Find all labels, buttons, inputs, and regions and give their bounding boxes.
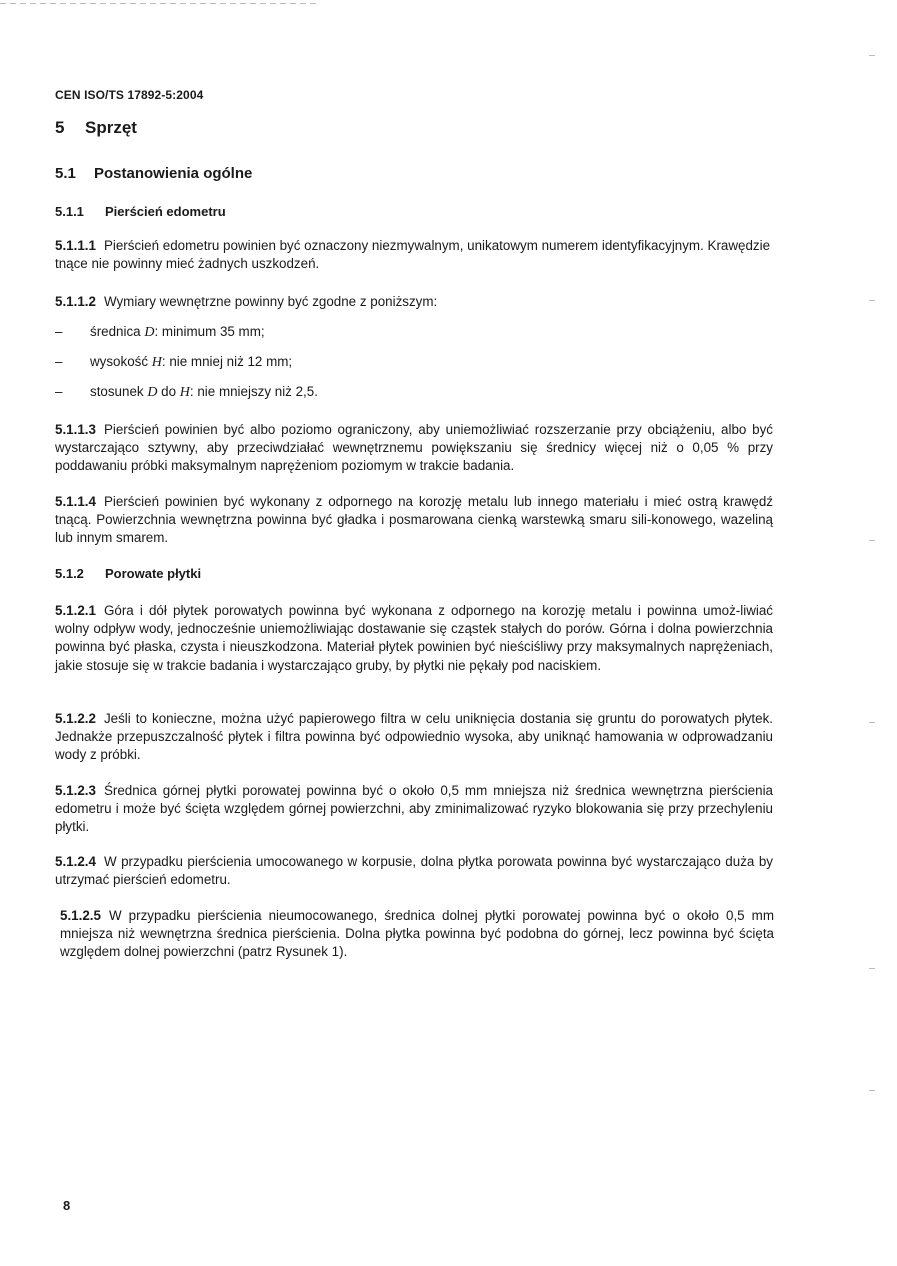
paragraph-5-1-1-1 — [55, 237, 773, 273]
paragraph-5-1-2-5 — [60, 907, 774, 962]
subsection-heading — [55, 165, 252, 182]
paragraph-text: Średnica górnej płytki porowatej powinna być o około 0,5 mm mniejsza niż średnica wewnętrzna pierścienia edometru i może być ścięta względem górnej powierzchni, aby zminimalizować ryzyko blokowania się przy przechyleniu płytki. — [55, 783, 773, 835]
variable-d: D — [144, 325, 155, 340]
list-text: : nie mniejszy niż 2,5. — [189, 384, 318, 399]
document-id: CEN ISO/TS 17892-5:2004 — [55, 88, 204, 102]
clause-title: Pierścień edometru — [105, 204, 226, 219]
section-number: 5 — [55, 118, 65, 137]
paragraph-text: Pierścień powinien być wykonany z odpornego na korozję metalu lub innego materiału i mieć ostrą krawędź tnącą. Powierzchnia wewnętrzna powinna być gładka i posmarowana cienką warstewką smaru sili-konowego, wazeliną lub innym smarem. — [55, 494, 773, 546]
clause-number: 5.1.2 — [55, 566, 84, 581]
paragraph-5-1-2-3 — [55, 782, 773, 837]
paragraph-text: Jeśli to konieczne, można użyć papierowego filtra w celu uniknięcia dostania się gruntu do porowatych płytek. Jednakże przepuszczalność płytek i filtra powinna być odpowiednio wysoka, aby uniknąć hamowania w odprowadzaniu wody z próbki. — [55, 711, 773, 763]
clause-heading-5-1-1 — [55, 204, 226, 219]
variable-d: D — [147, 385, 158, 400]
list-item-diameter — [55, 324, 265, 341]
clause-heading-5-1-2 — [55, 566, 201, 581]
paragraph-text: Wymiary wewnętrzne powinny być zgodne z poniższym: — [103, 294, 438, 309]
list-item-height — [55, 354, 292, 371]
scan-edge-mark — [869, 300, 875, 301]
paragraph-text: Pierścień edometru powinien być oznaczony niezmywalnym, unikatowym numerem identyfikacyjnym. Krawędzie tnące nie powinny mieć żadnych uszkodzeń. — [55, 238, 771, 272]
paragraph-number: 5.1.1.1 — [55, 238, 96, 253]
list-text: wysokość — [90, 354, 152, 369]
page-number: 8 — [63, 1198, 71, 1213]
list-text: do — [157, 384, 180, 399]
list-text: : nie mniej niż 12 mm; — [161, 354, 293, 369]
paragraph-number: 5.1.2.1 — [55, 603, 96, 618]
paragraph-5-1-2-1 — [55, 602, 773, 675]
paragraph-number: 5.1.1.3 — [55, 422, 96, 437]
list-text: średnica — [90, 324, 145, 339]
paragraph-number: 5.1.2.3 — [55, 783, 96, 798]
paragraph-5-1-1-4 — [55, 493, 773, 548]
paragraph-number: 5.1.2.2 — [55, 711, 96, 726]
list-dash: – — [55, 384, 63, 399]
list-dash: – — [55, 354, 63, 369]
scan-edge-mark — [869, 1090, 875, 1091]
variable-h: H — [179, 385, 190, 400]
section-heading — [55, 118, 137, 138]
list-item-ratio — [55, 384, 318, 401]
list-text: : minimum 35 mm; — [154, 324, 265, 339]
variable-h: H — [151, 355, 162, 370]
clause-title: Porowate płytki — [105, 566, 202, 581]
paragraph-text: W przypadku pierścienia nieumocowanego, średnica dolnej płytki porowatej powinna być o około 0,5 mm mniejsza niż wewnętrzna średnica pierścienia. Dolna płytka powinna być podobna do górnej, lecz powinna być ścięta względem dolnej powierzchni (patrz Rysunek 1). — [60, 908, 774, 960]
scan-edge-mark — [869, 968, 875, 969]
paragraph-5-1-1-2 — [55, 293, 773, 311]
scan-artifact-line — [0, 3, 320, 4]
paragraph-number: 5.1.1.4 — [55, 494, 96, 509]
paragraph-5-1-1-3 — [55, 421, 773, 476]
paragraph-text: Góra i dół płytek porowatych powinna być wykonana z odpornego na korozję metalu i powinna umoż-liwiać wolny odpływ wody, jednocześnie uniemożliwiając dostawanie się cząstek stałych do porów. Górna i dolna powierzchnia powinna być płaska, czysta i nieuszkodzona. Materiał płytek powinien być nieściśliwy przy maksymalnych naprężeniach, jakie stosuje się w trakcie badania i wystarczająco gruby, by płytki nie pękały pod naciskiem. — [55, 603, 773, 673]
paragraph-number: 5.1.2.4 — [55, 854, 96, 869]
paragraph-text: W przypadku pierścienia umocowanego w korpusie, dolna płytka porowata powinna być wystarczająco duża by utrzymać pierścień edometru. — [55, 854, 773, 888]
scan-edge-mark — [869, 540, 875, 541]
scan-edge-mark — [869, 55, 875, 56]
paragraph-text: Pierścień powinien być albo poziomo ograniczony, aby uniemożliwiać rozszerzanie przy obciążeniu, albo być wystarczająco sztywny, aby przeciwdziałać wewnętrznemu powiększaniu się średnicy więcej niż o 0,05 % przy poddawaniu próbki maksymalnym naprężeniom poziomym w trakcie badania. — [55, 422, 773, 474]
section-title: Sprzęt — [85, 118, 137, 137]
paragraph-number: 5.1.1.2 — [55, 294, 96, 309]
list-dash: – — [55, 324, 63, 339]
paragraph-number: 5.1.2.5 — [60, 908, 101, 923]
scan-edge-mark — [869, 722, 875, 723]
paragraph-5-1-2-2 — [55, 710, 773, 765]
subsection-number: 5.1 — [55, 165, 76, 182]
paragraph-5-1-2-4 — [55, 853, 773, 889]
subsection-title: Postanowienia ogólne — [94, 165, 253, 182]
clause-number: 5.1.1 — [55, 204, 84, 219]
list-text: stosunek — [90, 384, 148, 399]
